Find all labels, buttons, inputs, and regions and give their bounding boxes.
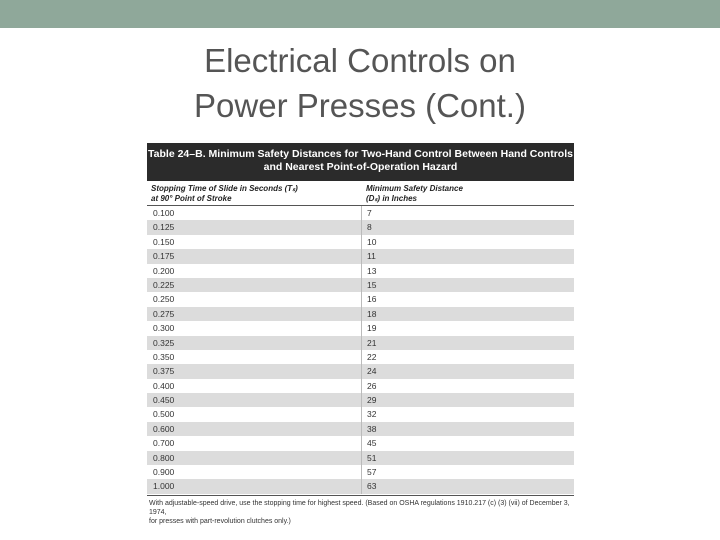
column-divider	[361, 278, 362, 292]
column-header-safety-distance-line-1: Minimum Safety Distance	[366, 184, 463, 193]
table-row	[147, 307, 574, 321]
safety-distance-cell: 18	[367, 308, 377, 319]
stopping-time-cell: 0.450	[153, 395, 175, 406]
column-divider	[361, 321, 362, 335]
safety-distance-cell: 15	[367, 279, 377, 290]
table-footnote-line-1: With adjustable-speed drive, use the stopping time for highest speed. (Based on OSHA regulations 1910.217 (c) (3) (vii) of December 3, 1974,	[149, 499, 570, 516]
stopping-time-cell: 0.700	[153, 438, 175, 449]
table-row	[147, 336, 574, 350]
column-divider	[361, 422, 362, 436]
column-headers	[147, 181, 574, 206]
column-divider	[361, 336, 362, 350]
stopping-time-cell: 0.350	[153, 351, 175, 362]
table-row	[147, 206, 574, 220]
slide-title-line-1: Electrical Controls on	[204, 42, 516, 79]
stopping-time-cell: 0.375	[153, 366, 175, 377]
stopping-time-cell: 0.125	[153, 222, 175, 233]
safety-distance-cell: 38	[367, 423, 377, 434]
table-title-line-2: and Nearest Point-of-Operation Hazard	[263, 161, 458, 173]
column-divider	[361, 292, 362, 306]
safety-distance-cell: 11	[367, 251, 376, 262]
stopping-time-cell: 0.275	[153, 308, 175, 319]
column-divider	[361, 364, 362, 378]
slide-title	[0, 38, 720, 128]
column-divider	[361, 350, 362, 364]
safety-distance-table	[147, 143, 574, 526]
table-row	[147, 451, 574, 465]
column-header-safety-distance	[366, 184, 566, 204]
column-divider	[361, 264, 362, 278]
column-divider	[361, 379, 362, 393]
stopping-time-cell: 0.175	[153, 251, 175, 262]
column-divider	[361, 206, 362, 220]
table-row	[147, 465, 574, 479]
stopping-time-cell: 0.300	[153, 323, 175, 334]
safety-distance-cell: 24	[367, 366, 377, 377]
table-row	[147, 350, 574, 364]
table-row	[147, 278, 574, 292]
table-row	[147, 321, 574, 335]
table-body	[147, 206, 574, 494]
column-divider	[361, 393, 362, 407]
column-header-stopping-time-line-1: Stopping Time of Slide in Seconds (Tₛ)	[151, 184, 298, 193]
table-row	[147, 379, 574, 393]
table-row	[147, 422, 574, 436]
column-divider	[361, 407, 362, 421]
stopping-time-cell: 0.150	[153, 236, 175, 247]
safety-distance-cell: 16	[367, 294, 377, 305]
stopping-time-cell: 0.325	[153, 337, 175, 348]
table-row	[147, 220, 574, 234]
stopping-time-cell: 0.200	[153, 265, 175, 276]
table-row	[147, 235, 574, 249]
slide-title-line-2: Power Presses (Cont.)	[194, 87, 526, 124]
column-divider	[361, 451, 362, 465]
safety-distance-cell: 45	[367, 438, 377, 449]
safety-distance-cell: 57	[367, 467, 377, 478]
table-footnote-line-2: for presses with part-revolution clutches only.)	[149, 517, 291, 525]
stopping-time-cell: 0.600	[153, 423, 175, 434]
safety-distance-cell: 22	[367, 351, 377, 362]
table-row	[147, 479, 574, 493]
column-divider	[361, 465, 362, 479]
stopping-time-cell: 0.400	[153, 380, 175, 391]
table-footnote	[147, 495, 574, 526]
safety-distance-cell: 29	[367, 395, 377, 406]
table-row	[147, 407, 574, 421]
safety-distance-cell: 63	[367, 481, 377, 492]
stopping-time-cell: 0.100	[153, 208, 175, 218]
table-row	[147, 364, 574, 378]
column-divider	[361, 436, 362, 450]
stopping-time-cell: 0.500	[153, 409, 175, 420]
column-divider	[361, 235, 362, 249]
safety-distance-cell: 32	[367, 409, 377, 420]
safety-distance-cell: 8	[367, 222, 372, 233]
top-accent-bar	[0, 0, 720, 28]
stopping-time-cell: 0.225	[153, 279, 175, 290]
column-header-stopping-time	[151, 184, 356, 204]
table-row	[147, 292, 574, 306]
table-row	[147, 249, 574, 263]
column-header-safety-distance-line-2: (Dₛ) in Inches	[366, 194, 417, 203]
table-title	[147, 143, 574, 181]
stopping-time-cell: 1.000	[153, 481, 175, 492]
safety-distance-cell: 13	[367, 265, 377, 276]
column-divider	[361, 307, 362, 321]
table-row	[147, 393, 574, 407]
table-title-line-1: Table 24–B. Minimum Safety Distances for Two-Hand Control Between Hand Controls	[148, 148, 573, 160]
safety-distance-cell: 10	[367, 236, 377, 247]
column-divider	[361, 479, 362, 493]
column-divider	[361, 249, 362, 263]
safety-distance-cell: 51	[367, 452, 377, 463]
column-header-stopping-time-line-2: at 90° Point of Stroke	[151, 194, 232, 203]
stopping-time-cell: 0.900	[153, 467, 175, 478]
table-row	[147, 436, 574, 450]
safety-distance-cell: 7	[367, 208, 372, 218]
safety-distance-cell: 26	[367, 380, 377, 391]
stopping-time-cell: 0.250	[153, 294, 175, 305]
safety-distance-cell: 21	[367, 337, 377, 348]
stopping-time-cell: 0.800	[153, 452, 175, 463]
safety-distance-cell: 19	[367, 323, 377, 334]
table-row	[147, 264, 574, 278]
column-divider	[361, 220, 362, 234]
